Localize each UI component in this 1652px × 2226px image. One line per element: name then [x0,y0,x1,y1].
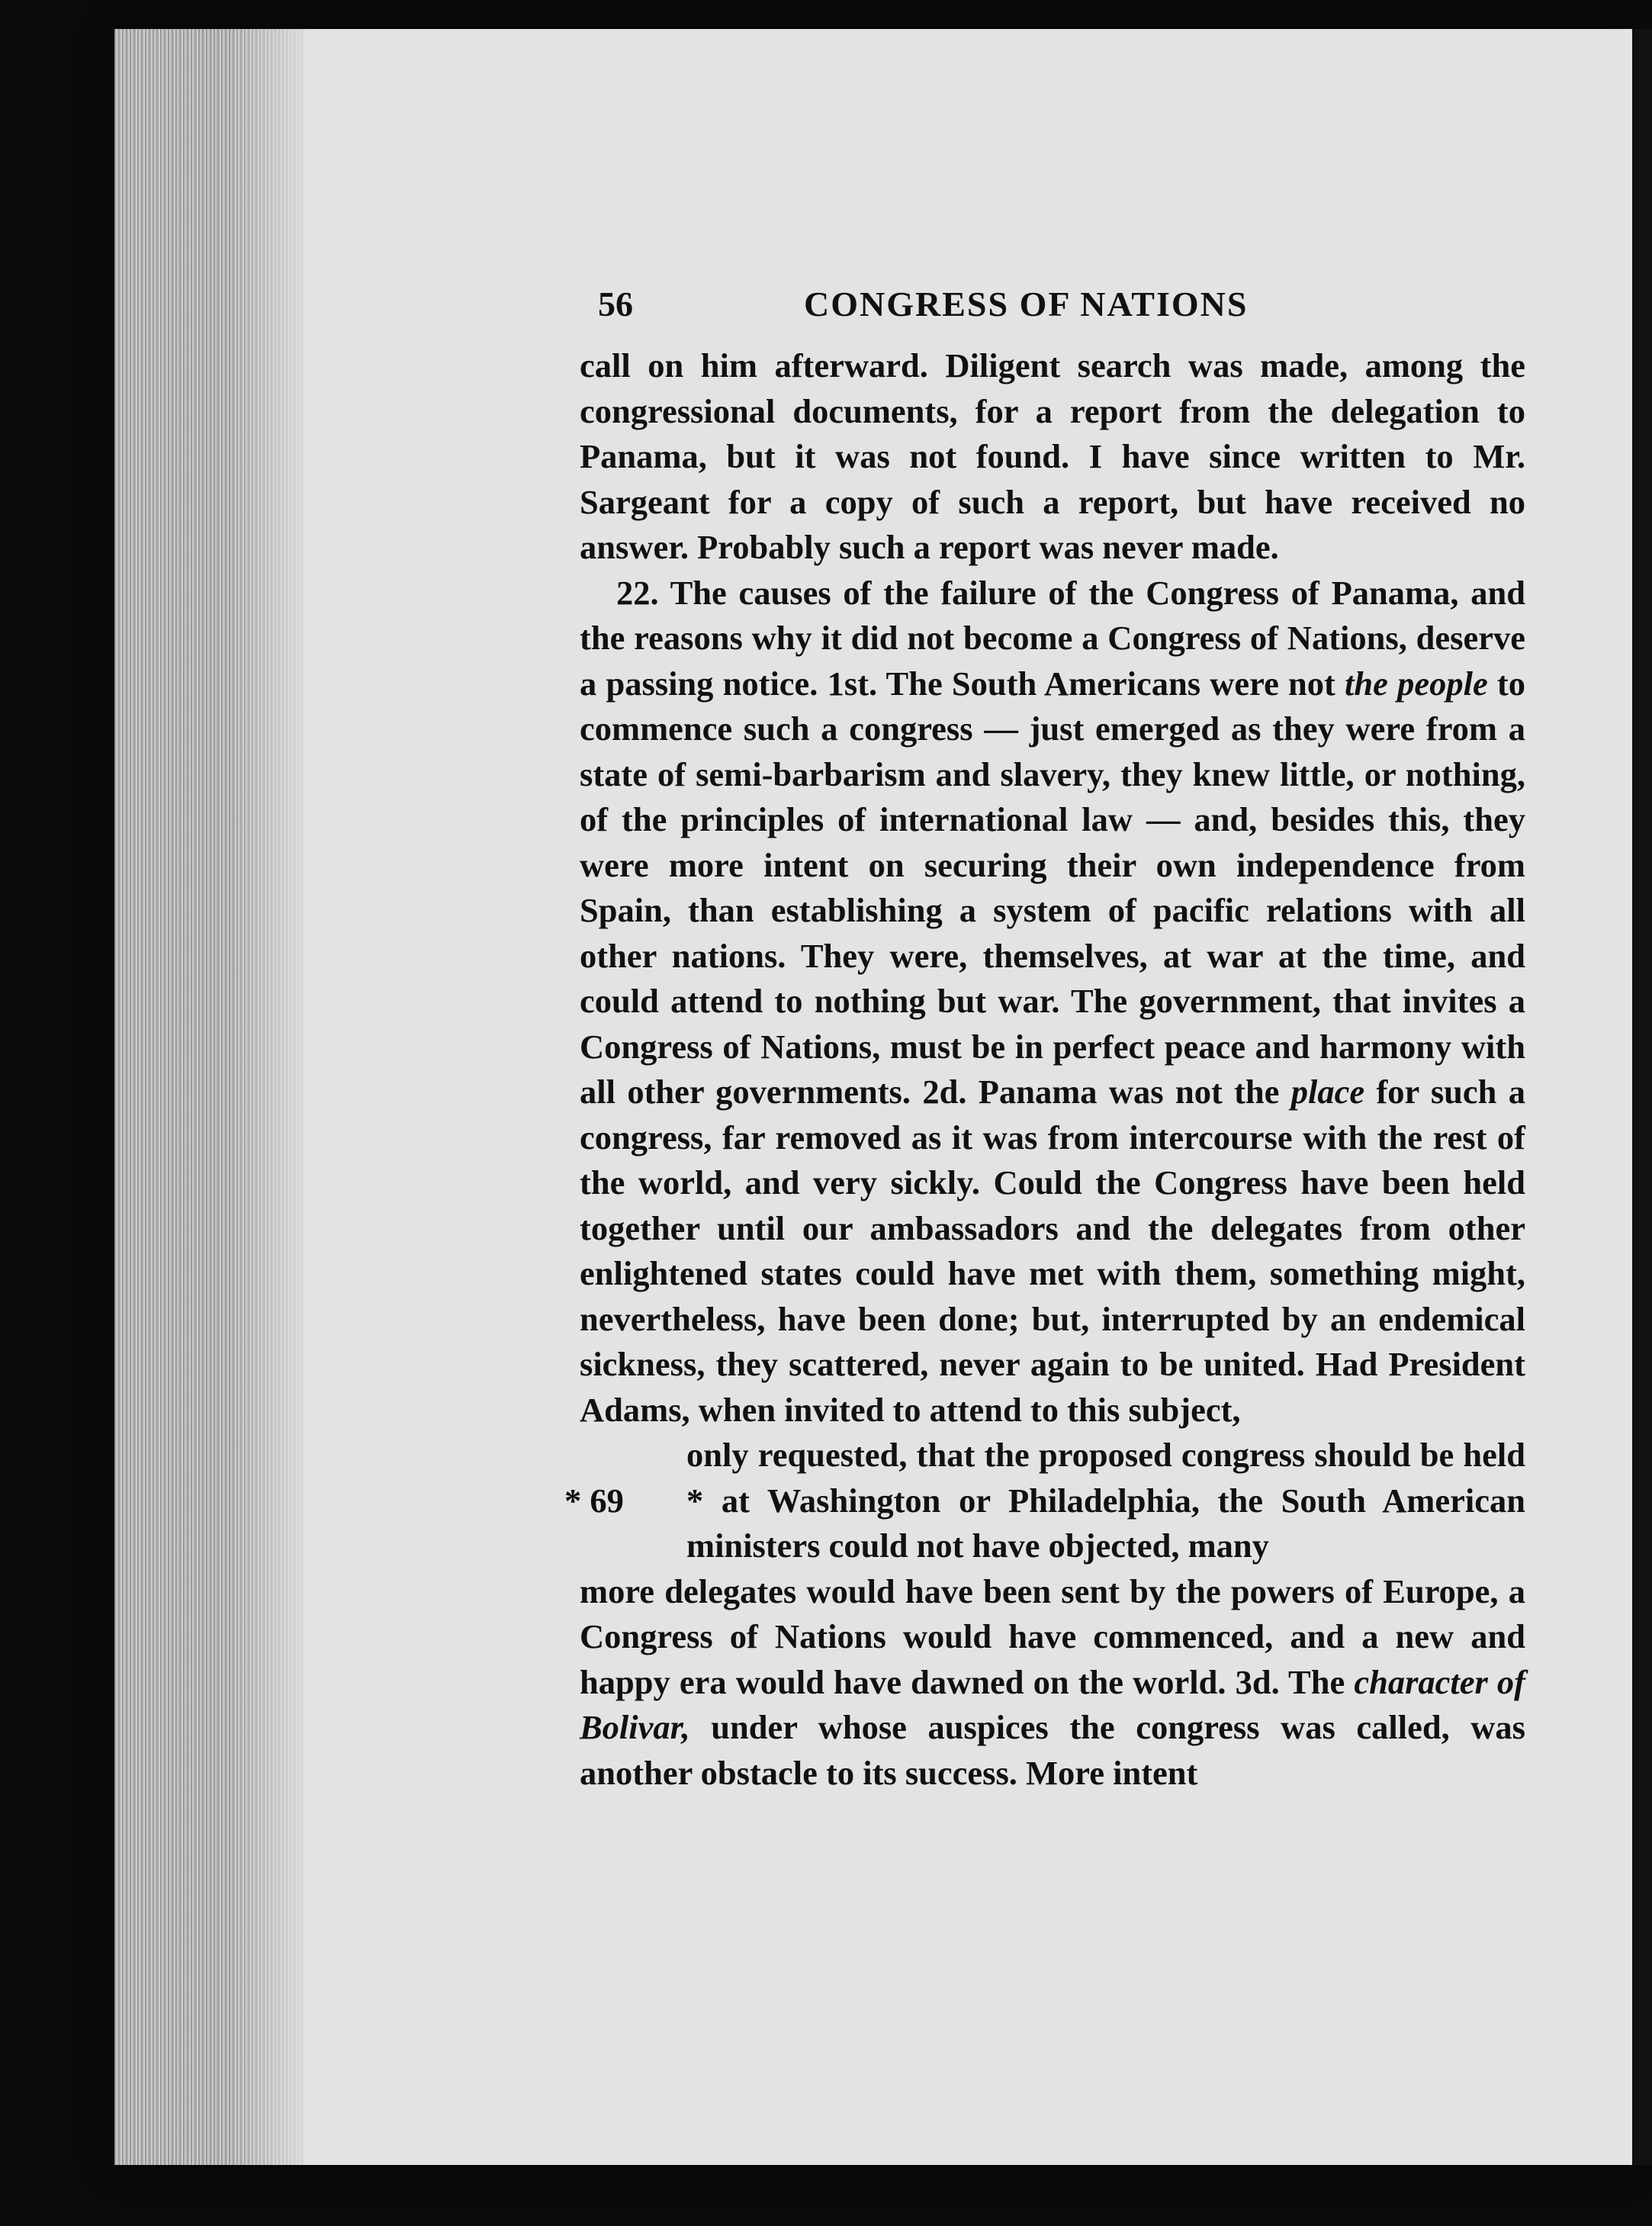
emphasis-place: place [1290,1073,1365,1111]
paragraph-2 [580,571,1525,1433]
page-edge-fade [229,29,320,2165]
paragraph-2-text-c: for such a congress, far removed as it was from intercourse with the rest of the world, and very sickly. Could the Congress have been held together until our ambassadors and the delegates from other enlightened states could have met with them, something might, nevertheless, have been done; but, interrupted by an endemical sickness, they scattered, never again to be united. Had President Adams, when invited to attend to this subject, [580,1073,1525,1429]
margin-reference: * 69 [564,1481,624,1520]
paragraph-1: call on him afterward. Diligent search was made, among the congressional documents, for a report from the delegation to Panama, but it was not found. I have since written to Mr. Sargeant for a copy of such a report, but have received no answer. Probably such a report was never made. [580,346,1525,566]
body-text [564,343,1525,1796]
marginal-reference-block [564,1433,1525,1569]
running-title: CONGRESS OF NATIONS [804,285,1249,323]
emphasis-character-of-bolivar: character of Bolivar, [580,1662,1525,1746]
page-header [598,284,1528,337]
paragraph-2-text-e: under whose auspices the congress was called, was another obstacle to its success. More intent [580,1708,1525,1792]
right-gutter [1632,29,1652,2165]
paragraph-2-text-d: more delegates would have been sent by the powers of Europe, a Congress of Nations would have commenced, and a new and happy era would have dawned on the world. 3d. The [580,1571,1525,1701]
marker-block-text: only requested, that the proposed congress should be held * at Washington or Philadelphia, the South American ministers could not have objected, many [686,1436,1525,1565]
paragraph-2-text-a: 22. The causes of the failure of the Congress of Panama, and the reasons why it did not become a Congress of Nations, deserve a passing notice. 1st. The South Americans were not [580,573,1525,703]
emphasis-the-people: the people [1345,664,1488,703]
paragraph-2-text-b: to commence such a congress — just emerged as they were from a state of semi-barbarism and slavery, they knew little, or nothing, of the principles of international law — and, besides this, they were more intent on securing their own independence from Spain, than establishing a system of pacific relations with all other nations. They were, themselves, at war at the time, and could attend to nothing but war. The government, that invites a Congress of Nations, must be in perfect peace and harmony with all other governments. 2d. Panama was not the [580,664,1525,1111]
page-number: 56 [598,285,633,323]
paragraph-2-continued [580,1569,1525,1797]
